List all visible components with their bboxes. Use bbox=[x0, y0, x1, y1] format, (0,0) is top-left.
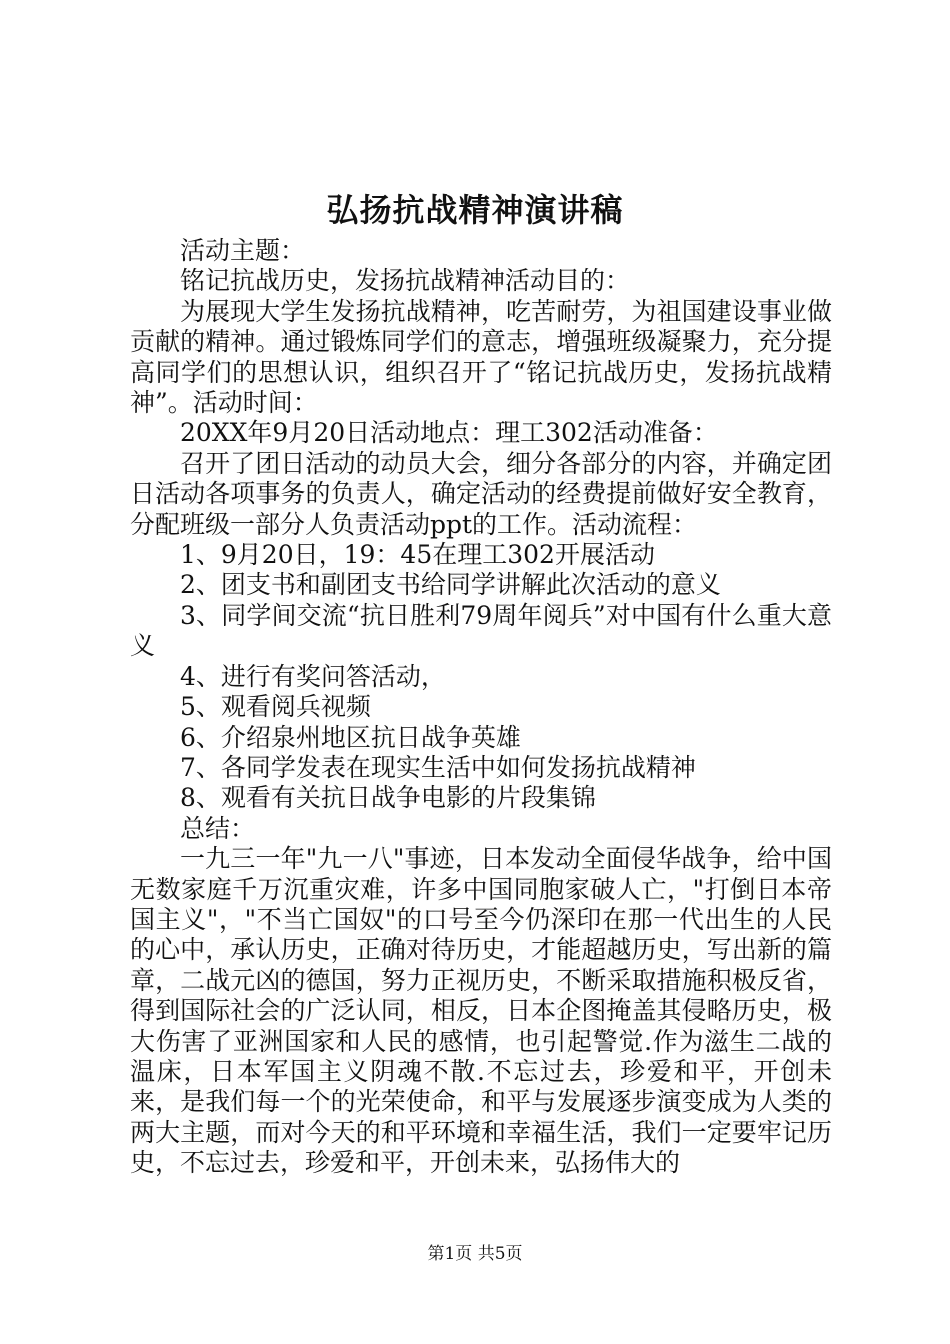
paragraph-activity-preparation: 召开了团日活动的动员大会，细分各部分的内容，并确定团日活动各项事务的负责人，确定活动的经费提前做好安全教育，分配班级一部分人负责活动ppt的工作。活动流程： bbox=[130, 448, 832, 539]
document-body bbox=[130, 236, 832, 1179]
list-item-step-5: 5、观看阅兵视频 bbox=[180, 692, 371, 722]
page-title: 弘扬抗战精神演讲稿 bbox=[326, 191, 624, 229]
list-item-step-1: 1、9月20日，19：45在理工302开展活动 bbox=[180, 540, 655, 570]
paragraph-activity-theme-label: 活动主题： bbox=[180, 236, 306, 265]
page-footer: 第1页 共5页 bbox=[427, 1244, 523, 1264]
paragraph-activity-theme: 铭记抗战历史，发扬抗战精神活动目的： bbox=[180, 266, 631, 296]
paragraph-summary-label: 总结： bbox=[180, 813, 256, 843]
list-item-step-7: 7、各同学发表在现实生活中如何发扬抗战精神 bbox=[180, 752, 696, 782]
list-item-step-6: 6、介绍泉州地区抗日战争英雄 bbox=[180, 722, 521, 752]
list-item-step-8: 8、观看有关抗日战争电影的片段集锦 bbox=[180, 783, 596, 813]
paragraph-activity-purpose: 为展现大学生发扬抗战精神，吃苦耐劳，为祖国建设事业做贡献的精神。通过锻炼同学们的意志，增强班级凝聚力，充分提高同学们的思想认识，组织召开了“铭记抗战历史，发扬抗战精神”。活动时间： bbox=[130, 296, 832, 418]
list-item-step-4: 4、进行有奖问答活动， bbox=[180, 661, 446, 691]
list-item-step-3: 3、同学间交流“抗日胜利79周年阅兵”对中国有什么重大意义 bbox=[130, 600, 832, 661]
paragraph-summary: 一九三一年"九一八"事迹，日本发动全面侵华战争，给中国无数家庭千万沉重灾难，许多中国同胞家破人亡，"打倒日本帝国主义"，"不当亡国奴"的口号至今仍深印在那一代出生的人民的心中，承认历史，正确对待历史，才能超越历史，写出新的篇章，二战元凶的德国，努力正视历史，不断采取措施积极反省，得到国际社会的广泛认同，相反，日本企图掩盖其侵略历史，极大伤害了亚洲国家和人民的感情，也引起警觉.作为滋生二战的温床，日本军国主义阴魂不散.不忘过去，珍爱和平，开创未来，是我们每一个的光荣使命，和平与发展逐步演变成为人类的两大主题，而对今天的和平环境和幸福生活，我们一定要牢记历史，不忘过去，珍爱和平，开创未来，弘扬伟大的 bbox=[130, 844, 832, 1178]
paragraph-activity-time-place: 20XX年9月20日活动地点：理工302活动准备： bbox=[180, 418, 718, 448]
list-item-step-2: 2、团支书和副团支书给同学讲解此次活动的意义 bbox=[180, 570, 721, 600]
